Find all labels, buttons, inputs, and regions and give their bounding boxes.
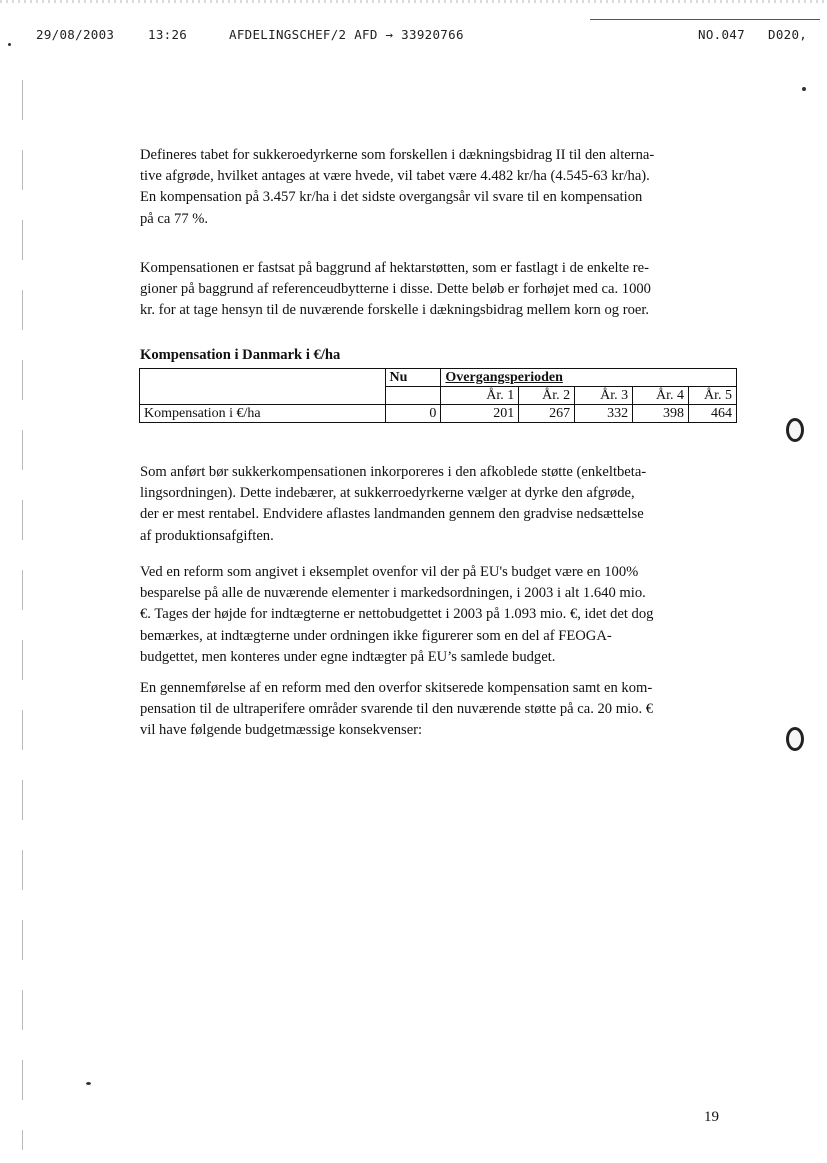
text-line: på ca 77 %.	[140, 210, 209, 227]
text-line: Kompensationen er fastsat på baggrund af hektarstøtten, som er fastlagt i de enkelte re-	[140, 260, 649, 276]
fax-time: 13:26	[148, 27, 188, 42]
paragraph-3	[140, 462, 720, 547]
text-line: der er mest rentabel. Endvidere aflastes landmanden gennem den gradvise nedsættelse	[140, 506, 644, 523]
paragraph-4	[140, 562, 720, 668]
fax-sender: AFDELINGSCHEF/2 AFD → 33920766	[229, 27, 464, 42]
text-line: af produktionsafgiften.	[140, 527, 274, 544]
text-line: vil have følgende budgetmæssige konsekvenser:	[140, 722, 423, 739]
value-year: 267	[519, 405, 575, 423]
punch-hole	[786, 418, 804, 442]
scan-dot	[86, 1082, 91, 1085]
text-line: lingsordningen). Dette indebærer, at sukkerroedyrkerne vælger at dyrke den afgrøde,	[140, 485, 635, 502]
year-header: År. 3	[575, 387, 633, 405]
fax-header	[0, 23, 827, 45]
period-label: Overgangsperioden	[445, 370, 563, 385]
table-header-row	[140, 369, 737, 387]
col-period-header	[441, 369, 737, 387]
text-line: budgettet, men konteres under egne indtægter på EU’s samlede budget.	[140, 648, 556, 665]
page-number: 19	[704, 1109, 719, 1125]
year-header: År. 4	[633, 387, 689, 405]
text-line: En gennemførelse af en reform med den overfor skitserede kompensation samt en kom-	[140, 680, 653, 696]
value-now: 0	[385, 405, 441, 423]
text-line: besparelse på alle de nuværende elementer i markedsordningen, i 2003 i alt 1.640 mio.	[140, 585, 646, 602]
value-year: 332	[575, 405, 633, 423]
row-label: Kompensation i €/ha	[140, 405, 386, 423]
scan-speckle	[0, 0, 827, 3]
punch-hole	[786, 727, 804, 751]
table-heading: Kompensation i Danmark i €/ha	[140, 347, 341, 363]
fax-page-code: D020,	[768, 27, 808, 42]
year-header: År. 5	[688, 387, 736, 405]
scan-dot	[802, 87, 806, 91]
empty-cell	[385, 387, 441, 405]
text-line: Defineres tabet for sukkeroedyrkerne som forskellen i dækningsbidrag II til den alterna-	[140, 147, 655, 163]
paragraph-2	[140, 258, 720, 322]
text-line: pensation til de ultraperifere områder svarende til den nuværende støtte på ca. 20 mio. €	[140, 701, 654, 718]
paragraph-1	[140, 145, 720, 230]
header-rule	[590, 19, 820, 20]
compensation-table	[139, 368, 737, 423]
value-year: 201	[441, 405, 519, 423]
text-line: €. Tages der højde for indtægterne er nettobudgettet i 2003 på 1.093 mio. €, idet det dog	[140, 606, 654, 623]
value-year: 398	[633, 405, 689, 423]
table-row	[140, 405, 737, 423]
text-line: kr. for at tage hensyn til de nuværende forskelle i dækningsbidrag mellem korn og roer.	[140, 302, 650, 319]
paragraph-5	[140, 678, 720, 742]
year-header: År. 2	[519, 387, 575, 405]
text-line: Ved en reform som angivet i eksemplet ovenfor vil der på EU's budget være en 100%	[140, 564, 639, 580]
text-line: Som anført bør sukkerkompensationen inkorporeres i den afkoblede støtte (enkeltbeta-	[140, 464, 647, 480]
fax-number: NO.047	[698, 27, 745, 42]
text-line: bemærkes, at indtægterne under ordningen ikke figurerer som en del af FEOGA-	[140, 627, 612, 644]
text-line: tive afgrøde, hvilket antages at være hvede, vil tabet være 4.482 kr/ha (4.545-63 kr/ha).	[140, 168, 650, 185]
text-line: En kompensation på 3.457 kr/ha i det sidste overgangsår vil svare til en kompensation	[140, 189, 643, 206]
year-header: År. 1	[441, 387, 519, 405]
scan-dot	[8, 43, 11, 46]
text-line: gioner på baggrund af referenceudbytterne i disse. Dette beløb er forhøjet med ca. 1000	[140, 281, 651, 298]
fax-date: 29/08/2003	[36, 27, 115, 42]
col-nu-header: Nu	[385, 369, 441, 387]
scan-edge	[22, 80, 23, 1150]
value-year: 464	[688, 405, 736, 423]
table-corner-cell	[140, 369, 386, 405]
